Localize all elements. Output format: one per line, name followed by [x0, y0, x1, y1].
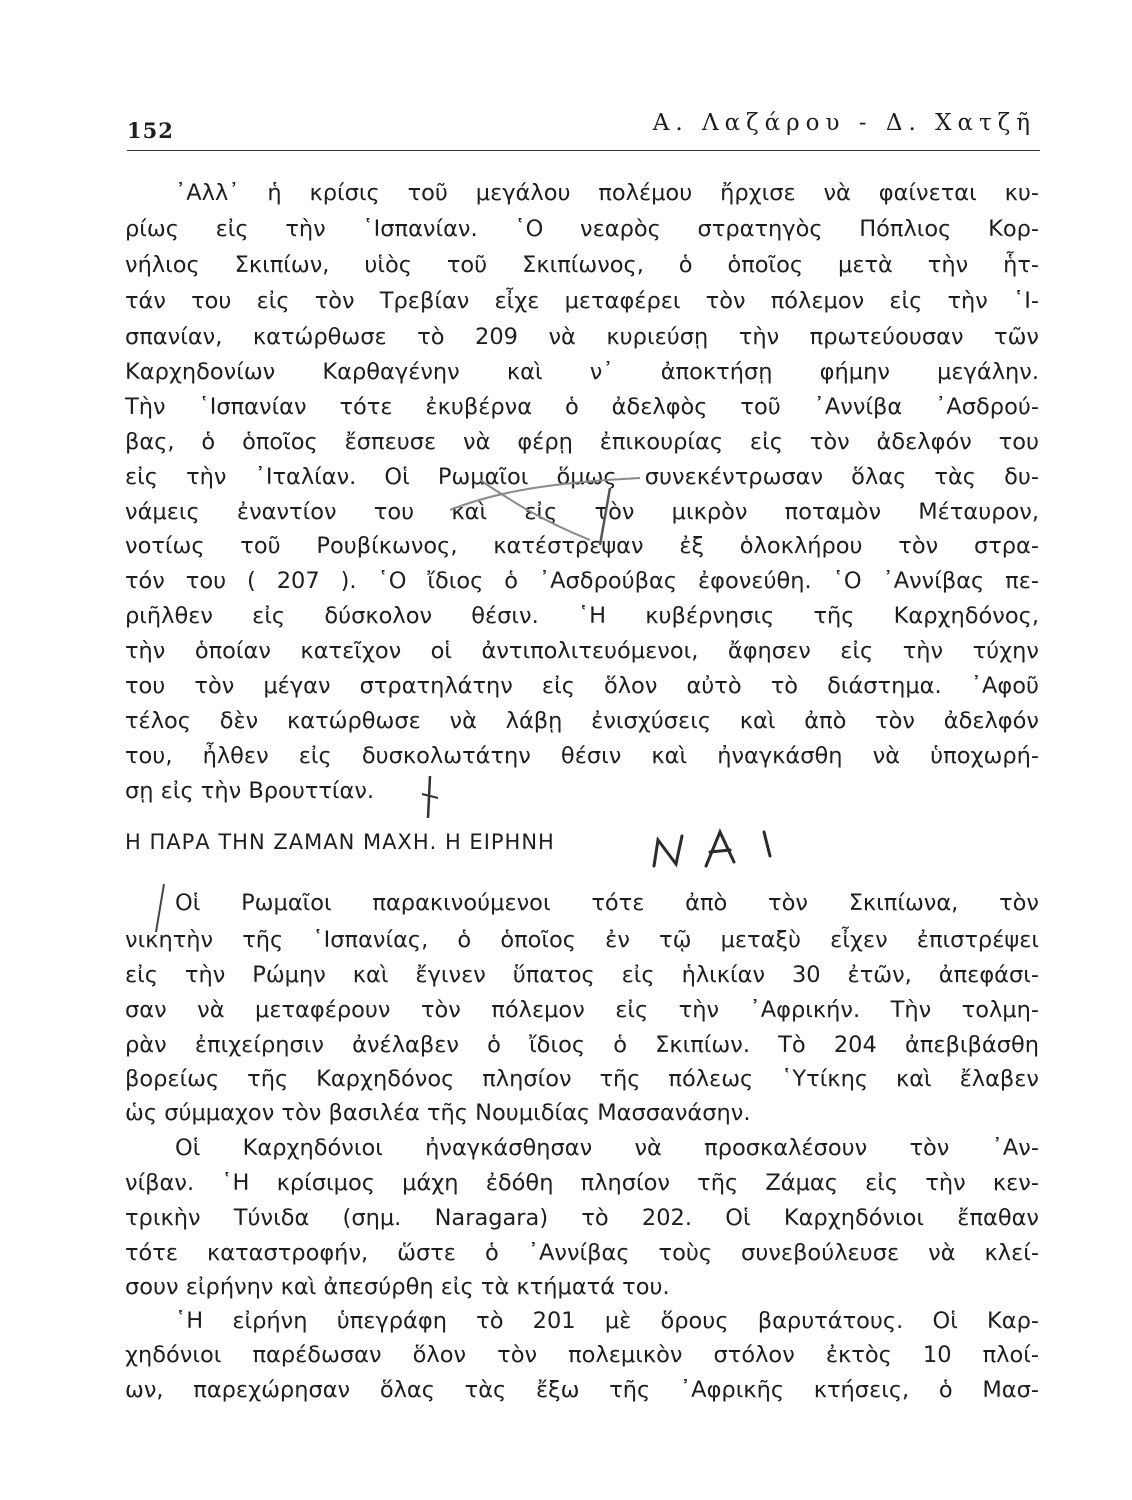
text-line: χηδόνιοι παρέδωσαν ὅλον τὸν πολεμικὸν στόλον ἐκτὸς 10 πλοί- — [125, 1342, 1039, 1368]
running-head: Α. Λαζάρου - Δ. Χατζῆ — [652, 110, 1036, 136]
text-line: σαν νὰ μεταφέρουν τὸν πόλεμον εἰς τὴν ᾿Αφρικήν. Τὴν τολμη- — [125, 997, 1039, 1023]
header-rule — [127, 150, 1040, 151]
text-line: νικητὴν τῆς ῾Ισπανίας, ὁ ὁποῖος ἐν τῷ μεταξὺ εἶχεν ἐπιστρέψει — [125, 927, 1039, 953]
handwritten-nai-note — [640, 818, 790, 878]
text-line: Οἱ Ρωμαῖοι παρακινούμενοι τότε ἀπὸ τὸν Σκιπίωνα, τὸν — [175, 890, 1039, 916]
text-line: νίβαν. ῾Η κρίσιμος μάχη ἐδόθη πλησίον τῆς Ζάμας εἰς τὴν κεν- — [125, 1170, 1039, 1196]
text-line: Οἱ Καρχηδόνιοι ἠναγκάσθησαν νὰ προσκαλέσουν τὸν ᾿Αν- — [175, 1135, 1039, 1161]
text-line: ᾿Αλλ᾿ ἡ κρίσις τοῦ μεγάλου πολέμου ἤρχισε νὰ φαίνεται κυ- — [175, 180, 1039, 206]
text-line: ριῆλθεν εἰς δύσκολον θέσιν. ῾Η κυβέρνησις τῆς Καρχηδόνος, — [125, 603, 1039, 629]
text-line: ὡς σύμμαχον τὸν βασιλέα τῆς Νουμιδίας Μασσανάσην. — [125, 1100, 751, 1126]
text-line: του τὸν μέγαν στρατηλάτην εἰς ὅλον αὐτὸ τὸ διάστημα. ᾿Αφοῦ — [125, 673, 1039, 699]
text-line: νοτίως τοῦ Ρουβίκωνος, κατέστρεψαν ἐξ ὁλοκλήρου τὸν στρα- — [125, 533, 1039, 559]
page-number: 152 — [127, 118, 174, 143]
pencil-end-mark — [418, 772, 442, 822]
text-line: ρίως εἰς τὴν ῾Ισπανίαν. ῾Ο νεαρὸς στρατηγὸς Πόπλιος Κορ- — [125, 216, 1039, 242]
pencil-paragraph-mark — [150, 880, 170, 936]
text-line: τότε καταστροφήν, ὥστε ὁ ᾿Αννίβας τοὺς συνεβούλευσε νὰ κλεί- — [125, 1240, 1039, 1266]
text-line: βορείως τῆς Καρχηδόνος πλησίον τῆς πόλεως ῾Υτίκης καὶ ἔλαβεν — [125, 1066, 1039, 1092]
text-line: ῾Η εἰρήνη ὑπεγράφη τὸ 201 μὲ ὅρους βαρυτάτους. Οἱ Καρ- — [175, 1308, 1039, 1334]
text-line: τέλος δὲν κατώρθωσε νὰ λάβῃ ἐνισχύσεις καὶ ἀπὸ τὸν ἀδελφόν — [125, 708, 1039, 734]
text-line: ων, παρεχώρησαν ὅλας τὰς ἔξω τῆς ᾿Αφρικῆς κτήσεις, ὁ Μασ- — [125, 1377, 1039, 1403]
text-line: εἰς τὴν ᾿Ιταλίαν. Οἱ Ρωμαῖοι ὅμως συνεκέντρωσαν ὅλας τὰς δυ- — [125, 464, 1039, 490]
text-line: τόν του ( 207 ). ῾Ο ἴδιος ὁ ᾿Ασδρούβας ἐφονεύθη. ῾Ο ᾿Αννίβας πε- — [125, 568, 1039, 594]
text-line: βας, ὁ ὁποῖος ἔσπευσε νὰ φέρῃ ἐπικουρίας εἰς τὸν ἀδελφόν του — [125, 429, 1039, 455]
pencil-cross-mark — [440, 470, 680, 550]
text-line: σουν εἰρήνην καὶ ἀπεσύρθη εἰς τὰ κτήματά του. — [125, 1274, 670, 1300]
section-heading: Η ΠΑΡΑ ΤΗΝ ΖΑΜΑΝ ΜΑΧΗ. Η ΕΙΡΗΝΗ — [125, 830, 555, 854]
text-line: ρὰν ἐπιχείρησιν ἀνέλαβεν ὁ ἴδιος ὁ Σκιπίων. Τὸ 204 ἀπεβιβάσθη — [125, 1032, 1039, 1058]
text-line: σπανίαν, κατώρθωσε τὸ 209 νὰ κυριεύσῃ τὴν πρωτεύουσαν τῶν — [125, 324, 1039, 350]
text-line: του, ἦλθεν εἰς δυσκολωτάτην θέσιν καὶ ἠναγκάσθη νὰ ὑποχωρή- — [125, 743, 1039, 769]
text-line: σῃ εἰς τὴν Βρουττίαν. — [125, 778, 375, 804]
text-line: Τὴν ῾Ισπανίαν τότε ἐκυβέρνα ὁ ἀδελφὸς τοῦ ᾿Αννίβα ᾿Ασδρού- — [125, 394, 1039, 420]
text-line: τρικὴν Τύνιδα (σημ. Naragara) τὸ 202. Οἱ Καρχηδόνιοι ἔπαθαν — [125, 1205, 1039, 1231]
text-line: τάν του εἰς τὸν Τρεβίαν εἶχε μεταφέρει τὸν πόλεμον εἰς τὴν ῾Ι- — [125, 288, 1039, 314]
text-line: νάμεις ἐναντίον του καὶ εἰς τὸν μικρὸν ποταμὸν Μέταυρον, — [125, 499, 1039, 525]
text-line: τὴν ὁποίαν κατεῖχον οἱ ἀντιπολιτευόμενοι, ἄφησεν εἰς τὴν τύχην — [125, 638, 1039, 664]
text-line: Καρχηδονίων Καρθαγένην καὶ ν᾿ ἀποκτήσῃ φήμην μεγάλην. — [125, 359, 1039, 385]
text-line: εἰς τὴν Ρώμην καὶ ἔγινεν ὕπατος εἰς ἡλικίαν 30 ἐτῶν, ἀπεφάσι- — [125, 962, 1039, 988]
text-line: νήλιος Σκιπίων, υἱὸς τοῦ Σκιπίωνος, ὁ ὁποῖος μετὰ τὴν ἧτ- — [125, 252, 1039, 278]
